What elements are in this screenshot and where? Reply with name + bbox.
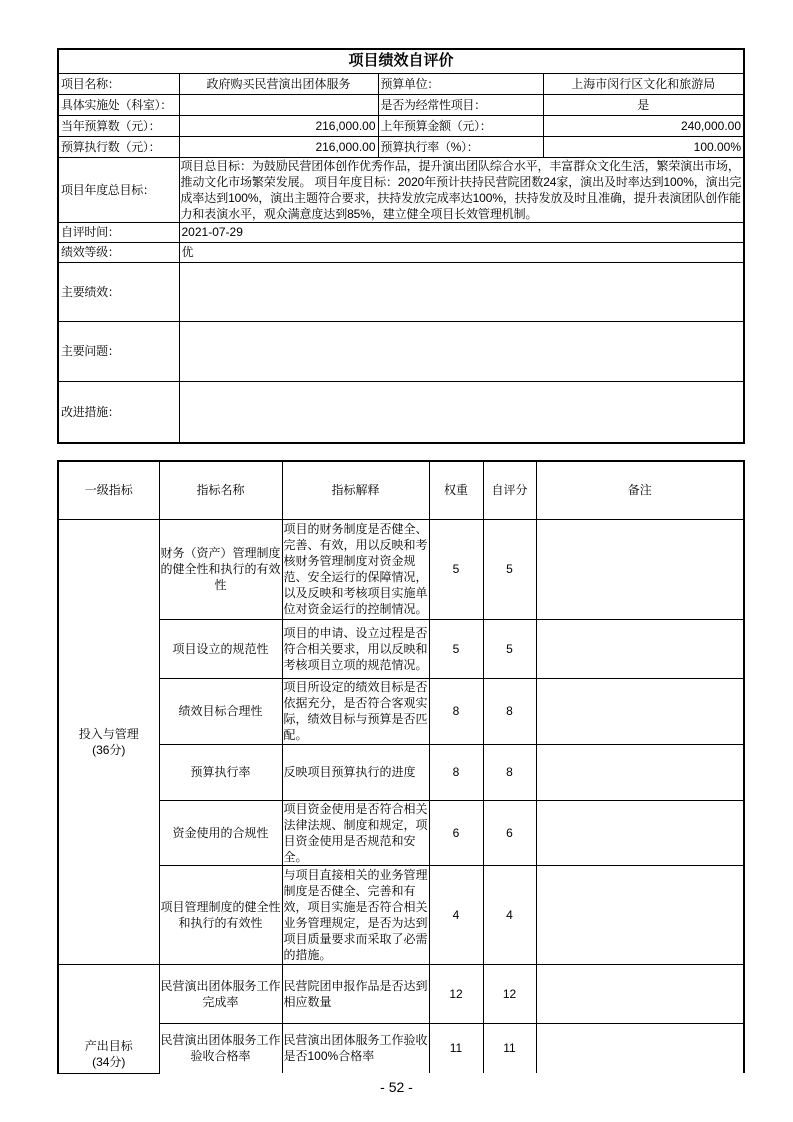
main-problems-value bbox=[179, 321, 744, 381]
improvement-measures-value bbox=[179, 381, 744, 443]
indicator-name-cell: 财务（资产）管理制度的健全性和执行的有效性 bbox=[159, 519, 282, 619]
indicator-row bbox=[58, 865, 744, 964]
table-row bbox=[58, 321, 744, 381]
group-cell-output-goal bbox=[58, 964, 159, 1073]
header-name: 指标名称 bbox=[159, 461, 282, 519]
prior-year-budget-label: 上年预算金额（元）： bbox=[378, 115, 543, 136]
budget-unit-label: 预算单位： bbox=[378, 73, 543, 94]
remarks-cell bbox=[536, 678, 744, 744]
self-score-cell: 5 bbox=[483, 619, 536, 678]
indicator-table bbox=[57, 460, 745, 1074]
indicator-explanation-cell: 项目的财务制度是否健全、完善、有效，用以反映和考核财务管理制度对资金规范、安全运行的保障情况，以及反映和考核项目实施单位对资金运行的控制情况。 bbox=[282, 519, 429, 619]
header-self-score: 自评分 bbox=[483, 461, 536, 519]
weight-cell: 5 bbox=[429, 619, 483, 678]
main-performance-value bbox=[179, 262, 744, 321]
indicator-row bbox=[58, 619, 744, 678]
table-row bbox=[58, 94, 744, 115]
form-title: 项目绩效自评价 bbox=[58, 49, 744, 73]
indicator-name-cell: 民营演出团体服务工作验收合格率 bbox=[159, 1023, 282, 1073]
current-year-budget-label: 当年预算数（元）： bbox=[58, 115, 179, 136]
table-row bbox=[58, 262, 744, 321]
group-name: 投入与管理 bbox=[78, 726, 139, 741]
annual-goal-label: 项目年度总目标： bbox=[58, 157, 179, 222]
self-eval-time-value: 2021-07-29 bbox=[179, 222, 744, 242]
budget-execution-label: 预算执行数（元）： bbox=[58, 136, 179, 157]
table-row bbox=[58, 381, 744, 443]
indicator-explanation-cell: 民营演出团体服务工作验收是否100%合格率 bbox=[282, 1023, 429, 1073]
indicator-row bbox=[58, 1023, 744, 1073]
indicator-explanation-cell: 项目的申请、设立过程是否符合相关要求，用以反映和考核项目立项的规范情况。 bbox=[282, 619, 429, 678]
indicator-row bbox=[58, 678, 744, 744]
weight-cell: 5 bbox=[429, 519, 483, 619]
indicator-name-cell: 民营演出团体服务工作完成率 bbox=[159, 964, 282, 1023]
indicator-name-cell: 项目设立的规范性 bbox=[159, 619, 282, 678]
indicator-row bbox=[58, 744, 744, 800]
indicator-explanation-cell: 民营院团申报作品是否达到相应数量 bbox=[282, 964, 429, 1023]
group-name: 产出目标 bbox=[84, 1038, 133, 1053]
indicator-explanation-cell: 项目所设定的绩效目标是否依据充分，是否符合客观实际，绩效目标与预算是否匹配。 bbox=[283, 680, 428, 742]
remarks-cell bbox=[536, 800, 744, 865]
main-performance-label: 主要绩效： bbox=[58, 262, 179, 321]
main-problems-label: 主要问题： bbox=[58, 321, 179, 381]
remarks-cell bbox=[536, 619, 744, 678]
project-name-label: 项目名称： bbox=[58, 73, 179, 94]
performance-grade-label: 绩效等级： bbox=[58, 242, 179, 262]
indicator-row bbox=[58, 964, 744, 1023]
table-row bbox=[58, 222, 744, 242]
project-name-value: 政府购买民营演出团体服务 bbox=[179, 73, 378, 94]
indicator-row bbox=[58, 800, 744, 865]
implementing-office-value bbox=[179, 94, 378, 115]
self-score-cell: 12 bbox=[483, 964, 536, 1023]
remarks-cell bbox=[536, 519, 744, 619]
is-recurring-label: 是否为经常性项目： bbox=[378, 94, 543, 115]
table-row bbox=[58, 49, 744, 73]
weight-cell: 11 bbox=[429, 1023, 483, 1073]
indicator-name-cell: 绩效目标合理性 bbox=[159, 678, 282, 744]
indicator-name-cell: 预算执行率 bbox=[159, 744, 282, 800]
improvement-measures-label: 改进措施： bbox=[58, 381, 179, 443]
summary-table bbox=[57, 48, 745, 444]
indicator-name-cell: 资金使用的合规性 bbox=[159, 800, 282, 865]
budget-unit-value: 上海市闵行区文化和旅游局 bbox=[543, 73, 744, 94]
is-recurring-value: 是 bbox=[543, 94, 744, 115]
table-row bbox=[58, 115, 744, 136]
self-score-cell: 5 bbox=[483, 519, 536, 619]
weight-cell: 12 bbox=[429, 964, 483, 1023]
self-score-cell: 8 bbox=[483, 678, 536, 744]
indicator-explanation-cell: 项目资金使用是否符合相关法律法规、制度和规定，项目资金使用是否规范和安全。 bbox=[283, 801, 428, 864]
remarks-cell bbox=[536, 1023, 744, 1073]
budget-execution-value: 216,000.00 bbox=[179, 136, 378, 157]
weight-cell: 4 bbox=[429, 865, 483, 964]
indicator-name-cell: 项目管理制度的健全性和执行的有效性 bbox=[159, 865, 282, 964]
header-remarks: 备注 bbox=[536, 461, 744, 519]
budget-execution-rate-label: 预算执行率（%）： bbox=[378, 136, 543, 157]
indicator-row bbox=[58, 519, 744, 619]
self-eval-time-label: 自评时间： bbox=[58, 222, 179, 242]
table-row bbox=[58, 73, 744, 94]
group-score: (36分) bbox=[92, 742, 126, 757]
table-row bbox=[58, 136, 744, 157]
indicator-explanation-cell: 反映项目预算执行的进度 bbox=[282, 744, 429, 800]
table-row bbox=[58, 242, 744, 262]
self-score-cell: 4 bbox=[483, 865, 536, 964]
weight-cell: 8 bbox=[429, 744, 483, 800]
weight-cell: 6 bbox=[429, 800, 483, 865]
table-row bbox=[58, 157, 744, 222]
header-weight: 权重 bbox=[429, 461, 483, 519]
weight-cell: 8 bbox=[429, 678, 483, 744]
group-score: (34分) bbox=[92, 1054, 126, 1069]
remarks-cell bbox=[536, 865, 744, 964]
header-explanation: 指标解释 bbox=[282, 461, 429, 519]
annual-goal-value: 项目总目标：为鼓励民营团体创作优秀作品，提升演出团队综合水平，丰富群众文化生活，繁荣演出市场，推动文化市场繁荣发展。 项目年度目标：2020年预计扶持民营院团数24家，演出及时率达到100%，演出完成率达到100%，演出主题符合要求，扶持发放完成率达100%，扶持发放及时且准确，提升表演团队创作能力和表演水平，观众满意度达到85%，建立健全项目长效管理机制。 bbox=[179, 157, 744, 222]
header-level1: 一级指标 bbox=[58, 461, 159, 519]
page-number: - 52 - bbox=[380, 1079, 413, 1095]
implementing-office-label: 具体实施处（科室）： bbox=[58, 94, 179, 115]
self-score-cell: 11 bbox=[483, 1023, 536, 1073]
budget-execution-rate-value: 100.00% bbox=[543, 136, 744, 157]
indicator-explanation-cell: 与项目直接相关的业务管理制度是否健全、完善和有效，项目实施是否符合相关业务管理规定，是否为达到项目质量要求而采取了必需的措施。 bbox=[282, 865, 429, 964]
self-score-cell: 6 bbox=[483, 800, 536, 865]
remarks-cell bbox=[536, 964, 744, 1023]
remarks-cell bbox=[536, 744, 744, 800]
group-cell-input-management bbox=[58, 519, 159, 964]
self-score-cell: 8 bbox=[483, 744, 536, 800]
indicator-header-row bbox=[58, 461, 744, 519]
prior-year-budget-value: 240,000.00 bbox=[543, 115, 744, 136]
performance-grade-value: 优 bbox=[179, 242, 744, 262]
current-year-budget-value: 216,000.00 bbox=[179, 115, 378, 136]
